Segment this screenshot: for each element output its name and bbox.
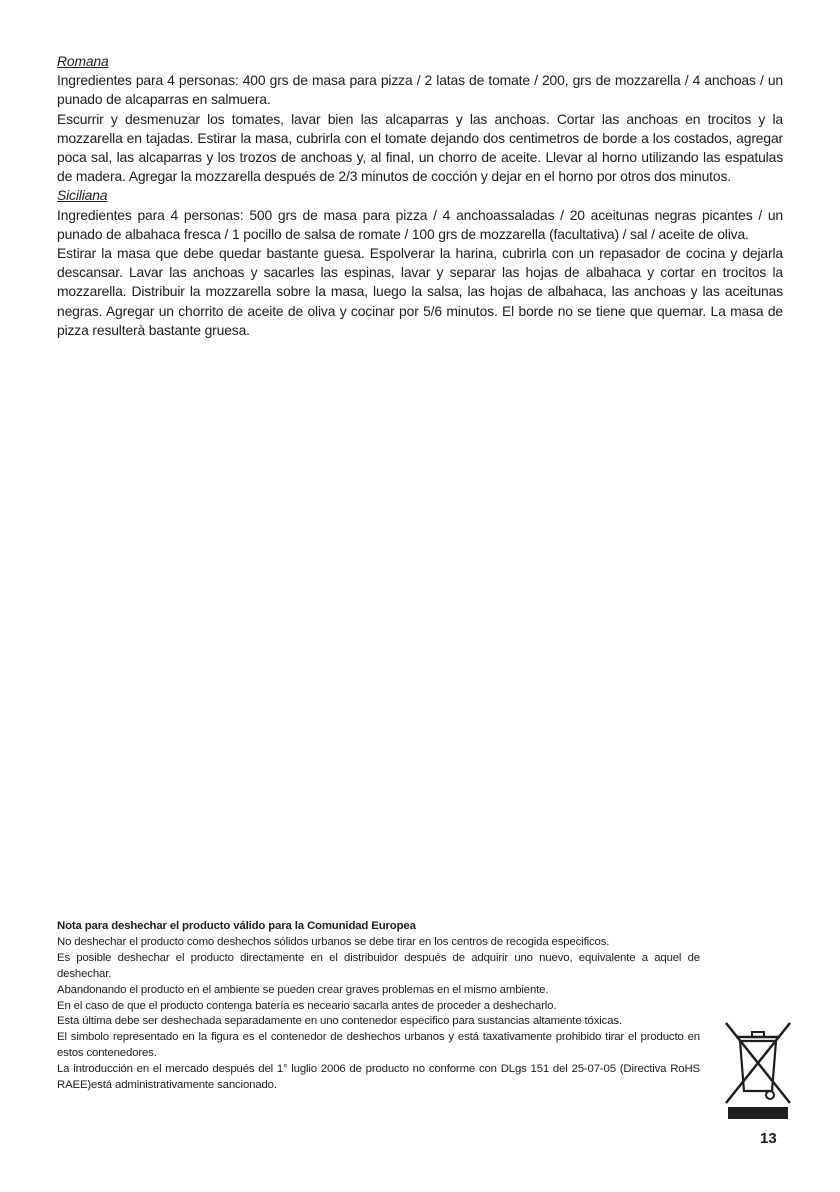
recipe-romana-ingredients: Ingredientes para 4 personas: 400 grs de masa para pizza / 2 latas de tomate / 200, grs de mozzarella / 4 anchoas / un punado de alcaparras en salmuera. xyxy=(57,72,783,108)
crossed-out-wheeled-bin-icon xyxy=(722,1019,794,1119)
recipe-siciliana-instructions: Estirar la masa que debe quedar bastante guesa. Espolverar la harina, cubrirla con un repasador de cocina y dejarla descansar. Lavar las anchoas y sacarles las espinas, lavar y separar las hojas de albahaca y cortar en trocitos la mozzarella. Distribuir la mozzarella sobre la masa, luego la salsa, las hojas de albahaca, las anchoas y las aceitunas negras. Agregar un chorrito de aceite de oliva y cocinar por 5/6 minutos. El borde no se tiene que quemar. La masa de pizza resulterà bastante gruesa. xyxy=(57,245,783,338)
recipe-romana-instructions: Escurrir y desmenuzar los tomates, lavar bien las alcaparras y las anchoas. Cortar las anchoas en trocitos y la mozzarella en tajadas. Estirar la masa, cubrirla con el tomate dejando dos centimetros de borde a los costados, agregar poca sal, las alcaparras y los trozos de anchoas y, al final, un chorro de aceite. Llevar al horno utilizando las espatulas de madera. Agregar la mozzarella después de 2/3 minutos de cocción y dejar en el horno por otros dos minutos. xyxy=(57,110,783,185)
disposal-line: Es posible deshechar el producto directamente en el distribuidor después de adquirir uno nuevo, equivalente a aquel de deshechar. xyxy=(57,951,700,980)
disposal-heading: Nota para deshechar el producto válido para la Comunidad Europea xyxy=(57,920,416,932)
disposal-line: En el caso de que el producto contenga batería es neceario sacarla antes de proceder a deshecharlo. xyxy=(57,999,557,1012)
disposal-line: La introducción en el mercado después del 1° luglio 2006 de producto no conforme con DLgs 151 del 25-07-05 (Directiva RoHS RAEE)está administrativamente sancionado. xyxy=(57,1063,700,1092)
recipe-title-romana: Romana xyxy=(57,53,109,69)
disposal-line: Esta última debe ser deshechada separadamente en uno contenedor especifico para sustancias altamente tóxicas. xyxy=(57,1015,622,1028)
recipe-title-siciliana: Siciliana xyxy=(57,187,108,204)
recipe-section xyxy=(57,52,783,340)
disposal-note xyxy=(57,919,700,1094)
disposal-line: Abandonando el producto en el ambiente se pueden crear graves problemas en el mismo ambiente. xyxy=(57,983,549,996)
disposal-line: El simbolo representado en la figura es el contenedor de deshechos urbanos y está taxativamente prohibido tirar el producto en estos contenedores. xyxy=(57,1031,700,1060)
recipe-siciliana-ingredients: Ingredientes para 4 personas: 500 grs de masa para pizza / 4 anchoassaladas / 20 aceitunas negras picantes / un punado de albahaca fresca / 1 pocillo de salsa de romate / 100 grs de mozzarella (facultativa) / sal / aceite de oliva. xyxy=(57,206,783,242)
page-number: 13 xyxy=(760,1130,777,1147)
disposal-line: No deshechar el producto como deshechos sólidos urbanos se debe tirar en los centros de recogida especificos. xyxy=(57,935,610,948)
